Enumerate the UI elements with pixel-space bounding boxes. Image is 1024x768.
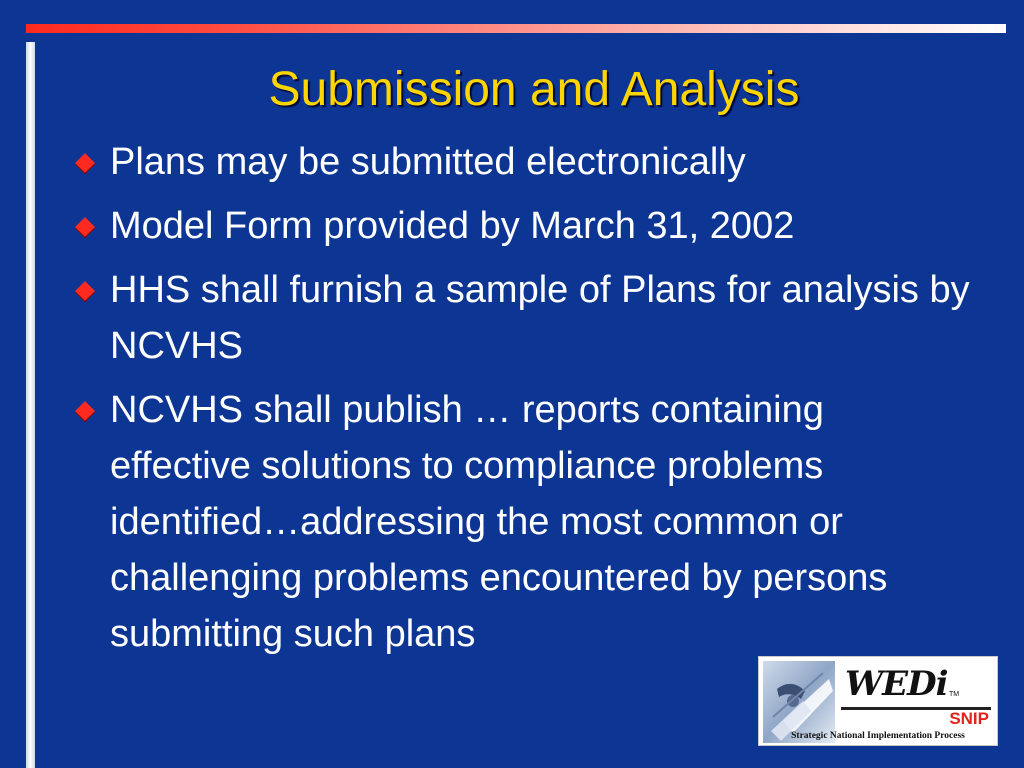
diamond-bullet-icon: [75, 217, 95, 237]
bullet-list: [72, 134, 972, 670]
diamond-bullet-icon: [75, 153, 95, 173]
snip-badge: SNIP: [949, 709, 989, 728]
logo-tagline: Strategic National Implementation Process: [791, 731, 965, 741]
bullet-item: [72, 382, 972, 662]
bullet-item: [72, 262, 972, 374]
bullet-text: Plans may be submitted electronically: [110, 141, 746, 183]
bullet-item: [72, 134, 972, 190]
left-accent-bar: [26, 42, 35, 768]
wedi-wordmark: WEDi: [845, 664, 948, 704]
diamond-bullet-icon: [75, 401, 95, 421]
wedi-snip-logo: [758, 656, 998, 746]
trademark-mark: TM: [949, 691, 960, 698]
slide-title: Submission and Analysis: [268, 63, 800, 116]
bullet-text: NCVHS shall publish … reports containing effective solutions to compliance problems identified…addressing the most common or challenging problems encountered by persons submitting such plans: [110, 389, 888, 655]
bullet-text: HHS shall furnish a sample of Plans for analysis by NCVHS: [110, 269, 970, 367]
bullet-text: Model Form provided by March 31, 2002: [110, 205, 795, 247]
top-accent-bar: [26, 24, 1006, 33]
diamond-bullet-icon: [75, 281, 95, 301]
bullet-item: [72, 198, 972, 254]
